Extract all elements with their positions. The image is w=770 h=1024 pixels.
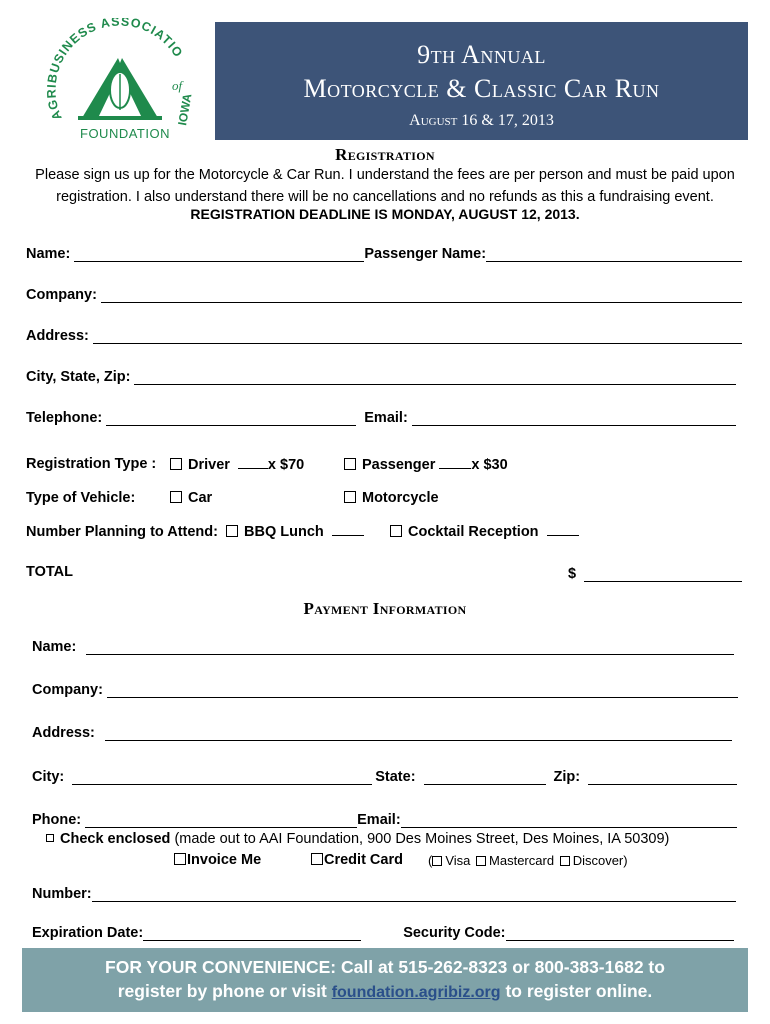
- driver-label: Driver: [188, 457, 230, 473]
- payment-company-row: [32, 680, 738, 698]
- payment-email-label: Email:: [357, 812, 401, 828]
- banner-line-2-pre: register by phone or visit: [117, 981, 327, 1001]
- logo-arc-text: AGRIBUSINESS ASSOCIATIO: [44, 18, 186, 123]
- passenger-count-field[interactable]: [439, 456, 471, 469]
- check-enclosed-checkbox[interactable]: [46, 834, 54, 842]
- payment-heading: Payment Information: [303, 599, 467, 618]
- payment-state-label: State:: [375, 769, 416, 785]
- title-date: August 16 & 17, 2013: [409, 112, 554, 129]
- banner-line-2-post: to register online.: [505, 981, 653, 1001]
- bbq-count-field[interactable]: [332, 523, 364, 536]
- foundation-logo: [40, 18, 210, 148]
- motorcycle-checkbox[interactable]: [344, 491, 356, 503]
- website-link[interactable]: foundation.agribiz.org: [331, 984, 501, 1001]
- passenger-name-field[interactable]: [486, 247, 742, 262]
- mastercard-label: Mastercard: [489, 853, 555, 868]
- total-label: TOTAL: [26, 564, 73, 580]
- cocktail-checkbox[interactable]: [390, 525, 402, 537]
- passenger-checkbox[interactable]: [344, 458, 356, 470]
- motorcycle-option[interactable]: [344, 490, 439, 506]
- payment-company-field[interactable]: [107, 683, 738, 698]
- banner-line-1: FOR YOUR CONVENIENCE: Call at 515-262-8323 or 800-383-1682 to: [105, 957, 665, 977]
- registration-type-label: Registration Type :: [26, 456, 157, 472]
- attend-row: [26, 523, 364, 540]
- payment-phone-label: Phone:: [32, 812, 82, 828]
- payment-address-label: Address:: [32, 725, 95, 741]
- email-label: Email:: [364, 410, 408, 426]
- payment-city-field[interactable]: [72, 770, 372, 785]
- visa-label: Visa: [445, 853, 471, 868]
- security-code-label: Security Code:: [403, 925, 506, 941]
- security-code-field[interactable]: [506, 926, 734, 941]
- payment-company-label: Company:: [32, 682, 103, 698]
- car-label: Car: [188, 490, 213, 506]
- logo-state-text: IOWA: [175, 92, 195, 127]
- company-field[interactable]: [101, 288, 742, 303]
- attend-label: Number Planning to Attend:: [26, 524, 218, 540]
- total-field[interactable]: [584, 567, 742, 582]
- city-state-zip-row: [26, 367, 736, 385]
- payment-name-label: Name:: [32, 639, 77, 655]
- payment-phone-row: [32, 810, 737, 828]
- credit-card-checkbox[interactable]: [311, 853, 323, 865]
- telephone-field[interactable]: [106, 411, 356, 426]
- payment-zip-label: Zip:: [553, 769, 581, 785]
- discover-checkbox[interactable]: [560, 856, 570, 866]
- city-state-zip-field[interactable]: [134, 370, 736, 385]
- registration-heading: Registration: [335, 145, 435, 164]
- banner-line-2: [22, 979, 748, 1005]
- title-line-2: Motorcycle & Classic Car Run: [303, 74, 660, 103]
- total-row: [568, 564, 742, 582]
- cocktail-label: Cocktail Reception: [408, 524, 539, 540]
- registration-intro: Please sign us up for the Motorcycle & Car Run. I understand the fees are per person and must be paid upon registration. I also understand there will be no cancellations and no refunds as this a fundraising event.: [35, 167, 735, 205]
- bbq-label: BBQ Lunch: [244, 524, 324, 540]
- payment-name-field[interactable]: [86, 640, 734, 655]
- car-option[interactable]: [170, 490, 212, 506]
- cocktail-count-field[interactable]: [547, 523, 579, 536]
- payment-zip-field[interactable]: [588, 770, 737, 785]
- invoice-option[interactable]: [174, 852, 261, 868]
- card-type-paren: (: [428, 853, 433, 868]
- leaf-hands-icon: [78, 58, 162, 120]
- payment-address-field[interactable]: [105, 726, 732, 741]
- address-label: Address:: [26, 328, 89, 344]
- payment-name-row: [32, 637, 734, 655]
- address-row: [26, 326, 742, 344]
- logo-of-text: of: [172, 78, 183, 93]
- driver-price: x $70: [267, 457, 305, 473]
- card-number-row: [32, 884, 736, 902]
- card-type-options: [428, 853, 628, 868]
- payment-address-row: [32, 723, 732, 741]
- driver-count-field[interactable]: [238, 456, 268, 469]
- expiration-field[interactable]: [143, 926, 361, 941]
- dollar-sign: $: [568, 566, 577, 582]
- motorcycle-label: Motorcycle: [362, 490, 439, 506]
- bbq-checkbox[interactable]: [226, 525, 238, 537]
- invoice-checkbox[interactable]: [174, 853, 186, 865]
- logo-foundation-text: FOUNDATION: [80, 126, 170, 141]
- payment-city-label: City:: [32, 769, 65, 785]
- payment-city-row: [32, 767, 737, 785]
- telephone-label: Telephone:: [26, 410, 103, 426]
- card-number-field[interactable]: [92, 887, 736, 902]
- driver-option[interactable]: [170, 456, 304, 473]
- mastercard-checkbox[interactable]: [476, 856, 486, 866]
- cocktail-option[interactable]: [390, 523, 579, 540]
- card-number-label: Number:: [32, 886, 92, 902]
- discover-label: Discover): [572, 853, 628, 868]
- name-field[interactable]: [74, 247, 364, 262]
- payment-state-field[interactable]: [424, 770, 546, 785]
- check-enclosed-option[interactable]: [46, 831, 669, 847]
- name-row: [26, 244, 742, 262]
- credit-card-option[interactable]: [311, 852, 403, 868]
- car-checkbox[interactable]: [170, 491, 182, 503]
- check-enclosed-note: (made out to AAI Foundation, 900 Des Moines Street, Des Moines, IA 50309): [174, 831, 670, 847]
- payment-phone-field[interactable]: [85, 813, 357, 828]
- driver-checkbox[interactable]: [170, 458, 182, 470]
- passenger-price: x $30: [471, 457, 508, 473]
- passenger-option[interactable]: [344, 456, 508, 473]
- check-enclosed-label: Check enclosed: [60, 831, 171, 847]
- passenger-name-label: Passenger Name:: [364, 246, 487, 262]
- passenger-option-label: Passenger: [362, 457, 436, 473]
- payment-email-field[interactable]: [401, 813, 737, 828]
- city-state-zip-label: City, State, Zip:: [26, 369, 131, 385]
- convenience-banner: [22, 948, 748, 1012]
- credit-card-label: Credit Card: [324, 852, 403, 868]
- email-field[interactable]: [412, 411, 736, 426]
- vehicle-type-label: Type of Vehicle:: [26, 490, 136, 506]
- event-title-box: [215, 22, 748, 140]
- address-field[interactable]: [93, 329, 742, 344]
- company-label: Company:: [26, 287, 97, 303]
- expiration-label: Expiration Date:: [32, 925, 144, 941]
- invoice-label: Invoice Me: [187, 852, 262, 868]
- name-label: Name:: [26, 246, 71, 262]
- company-row: [26, 285, 742, 303]
- telephone-email-row: [26, 408, 736, 426]
- registration-deadline: REGISTRATION DEADLINE IS MONDAY, AUGUST 12, 2013.: [190, 206, 580, 222]
- expiration-security-row: [32, 923, 734, 941]
- visa-checkbox[interactable]: [432, 856, 442, 866]
- title-line-1: 9th Annual: [417, 40, 546, 69]
